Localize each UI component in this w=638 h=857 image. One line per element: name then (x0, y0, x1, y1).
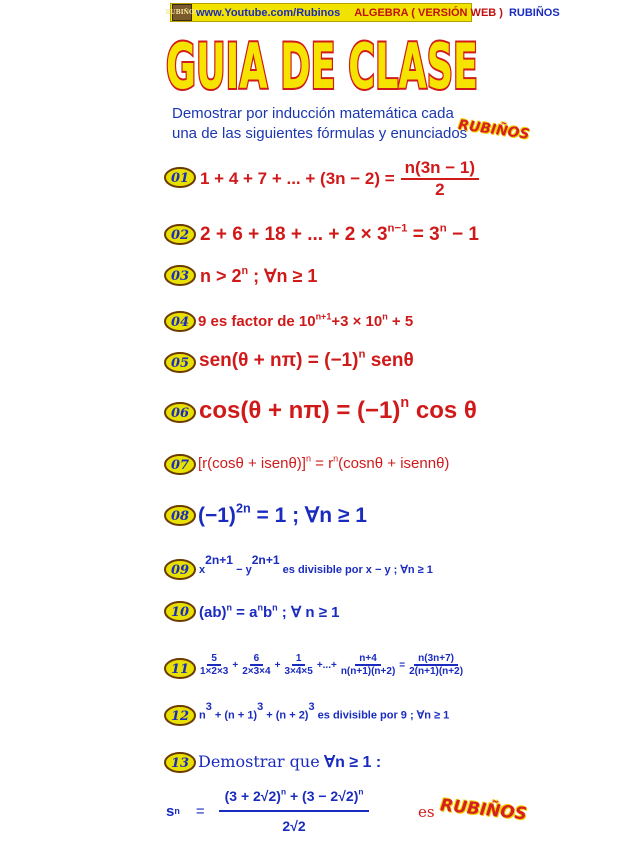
svg-text:07: 07 (170, 458, 190, 473)
svg-text:12: 12 (170, 709, 190, 724)
badge-09-icon (164, 559, 196, 580)
problem-07: [r(cosθ + isenθ)]$^n$ = $r^n(\cos n\theta$ + isennθ) (198, 453, 450, 472)
svg-text:GUIA DE CLASE: GUIA DE CLASE (166, 30, 478, 103)
svg-text:13: 13 (170, 756, 190, 771)
svg-text:11: 11 (170, 662, 190, 677)
problem-06: $\cos(\theta + n\pi) = (-1)^n$ cos θ (199, 395, 477, 424)
channel-logo-icon: RUBIÑOS (172, 4, 192, 21)
badge-10-icon (164, 601, 196, 622)
intro-text: Demostrar por inducción matemática cada una de las siguientes fórmulas y enunciados (172, 105, 468, 142)
svg-text:04: 04 (170, 315, 190, 330)
problem-09: $x^{2n+1} - y^{2n+1}$ es divisible por x − y ; ∀n ≥ 1 (199, 553, 433, 577)
author-label: RUBIÑOS (508, 6, 560, 19)
badge-08-icon (164, 505, 196, 526)
badge-11-icon (164, 658, 196, 679)
badge-06-icon (164, 402, 196, 423)
problem-02: 2 + 6 + 18 + ... + $2 \times 3^{n-1} = 3^n - 1$ (200, 222, 479, 245)
course-label: ALGEBRA ( VERSIÓN WEB ) (354, 6, 503, 19)
page-title (162, 22, 482, 104)
badge-03-icon (164, 265, 196, 286)
svg-text:03: 03 (170, 269, 190, 284)
problem-13-formula: s n = $\frac{(3 + 2√2)^n + (3 - 2√2)^n}{2√2}$ (166, 788, 369, 834)
rubinos-stamp-bottom: RUBIÑOS (439, 795, 528, 825)
badge-01-icon (164, 167, 196, 188)
problem-01: 1 + 4 + 7 + ... + (3n − 2) = $\frac{n(3n - 1)}{2}$ (200, 158, 479, 200)
problem-10: $(ab)^n = a^nb^n$ ; ∀ n ≥ 1 (199, 602, 340, 621)
rubinos-stamp-top: RUBIÑOS (457, 117, 531, 143)
youtube-url[interactable]: www.Youtube.com/Rubinos (196, 6, 341, 19)
header-bar (165, 3, 560, 22)
badge-05-icon (164, 352, 196, 373)
problem-08: $(-1)^{2n} = 1$ ; ∀n ≥ 1 (198, 501, 367, 527)
problem-12: $n^3 + (n + 1)^3 + (n + 2)^3$ es divisible por 9 ; ∀n ≥ 1 (199, 701, 450, 722)
svg-text:08: 08 (170, 509, 190, 524)
problem-11: $\frac{5}{1\times 2\times 3}$ + $\frac{6}{2\times 3\times 4}$ + $\frac{1}{3\times 4\times 5}$ +...+ $\frac{n+4}{n(n+1)(n+2)}$ = $\frac{n(3n+7)}{2(n+1)(n+2)}$ (200, 653, 464, 677)
badge-07-icon (164, 454, 196, 475)
svg-text:05: 05 (170, 356, 190, 371)
svg-text:01: 01 (170, 171, 190, 186)
problem-05: $sen(\theta + n\pi) = (-1)^n$ senθ (199, 348, 414, 371)
svg-text:02: 02 (170, 228, 190, 243)
problem-13-statement: Demostrar que ∀n ≥ 1 : (198, 752, 382, 771)
problem-13-suffix: es (418, 803, 435, 821)
svg-text:06: 06 (170, 406, 190, 421)
svg-text:09: 09 (170, 563, 190, 578)
problem-03: $n > 2^n$ ; ∀n ≥ 1 (200, 264, 318, 286)
badge-02-icon (164, 224, 196, 245)
badge-04-icon (164, 311, 196, 332)
svg-text:10: 10 (170, 605, 190, 620)
problem-04: 9 es factor de $10^{n+1}+3 \times 10^n + 5$ (198, 311, 414, 330)
badge-12-icon (164, 705, 196, 726)
badge-13-icon (164, 752, 196, 773)
